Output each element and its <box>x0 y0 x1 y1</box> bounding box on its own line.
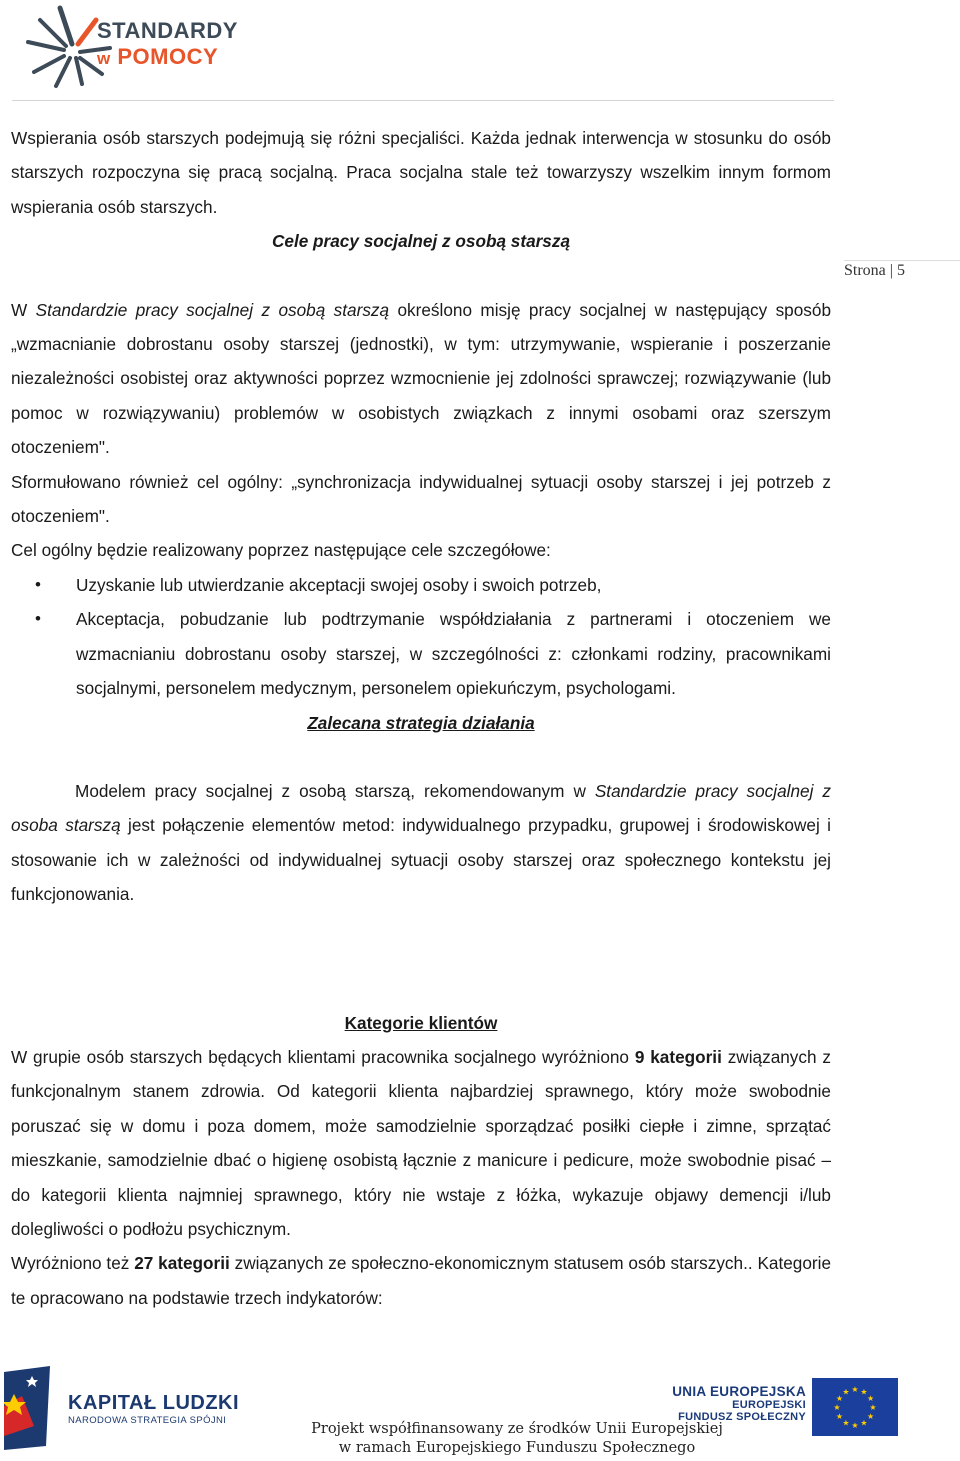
eu-star: ★ <box>860 1387 868 1397</box>
model-paragraph <box>11 774 831 912</box>
list-item: • Uzyskanie lub utwierdzanie akceptacji swojej osoby i swoich potrzeb, <box>11 568 831 602</box>
eu-star: ★ <box>835 1412 843 1421</box>
eu-star: ★ <box>851 1421 859 1430</box>
spacer <box>11 740 831 774</box>
page-header <box>0 0 960 105</box>
eu-fund-label <box>660 1384 806 1423</box>
section-heading-goals: Cele pracy socjalnej z osobą starszą <box>271 231 571 252</box>
specific-goals-intro: Cel ogólny będzie realizowany poprzez następujące cele szczegółowe: <box>11 540 551 561</box>
eu-star: ★ <box>860 1418 868 1428</box>
cat-text-bold: 9 kategorii <box>634 1046 722 1067</box>
eu-star: ★ <box>842 1418 850 1428</box>
eu-line-2: EUROPEJSKI <box>732 1399 806 1411</box>
model-text-b: jest połączenie elementów metod: indywidualnego przypadku, grupowej i środowiskowej i stosowanie ich w zależności od indywidualnej sytuacji osoby starszej oraz społecznego kontekstu jej funkcjonowania. <box>11 815 831 905</box>
eu-flag-icon <box>812 1378 898 1436</box>
project-line-1: Projekt współfinansowany ze środków Unii Europejskiej <box>311 1421 723 1437</box>
project-funding-note <box>217 1420 817 1458</box>
eu-line-3: FUNDUSZ SPOŁECZNY <box>678 1411 806 1423</box>
categories-paragraph <box>11 1040 831 1246</box>
specific-goals-list <box>11 568 831 706</box>
spacer <box>11 912 831 972</box>
cat27-text-b: związanych ze społeczno-ekonomicznym statusem osób starszych.. Kategorie te opracowano na podstawie trzech indykatorów: <box>11 1253 832 1308</box>
page-footer <box>0 1362 960 1461</box>
section-heading-strategy: Zalecana strategia działania <box>307 712 535 733</box>
eu-star: ★ <box>833 1403 841 1412</box>
eu-star: ★ <box>869 1403 877 1412</box>
spacer <box>11 972 831 1006</box>
cat-text-b: związanych z funkcjonalnym stanem zdrowia. Od kategorii klienta najbardziej sprawnego, który może swobodnie poruszać się w domu i poza domem, może samodzielnie sporządzać posiłki ciepłe i zimne, sprzątać mieszkanie, samodzielnie dbać o higienę osobistą łącznie z manicure i pedicure, może swobodnie pisać – do kategorii klienta najmniej sprawnego, który nie wstaje z łóżka, wykazuje objawy demencji i/lub dolegliwości o podłożu psychicznym. <box>11 1046 831 1239</box>
logo-subtitle <box>97 44 218 70</box>
intro-paragraph: Wspierania osób starszych podejmują się różni specjaliści. Każda jednak interwencja w stosunku do osób starszych rozpoczyna się pracą socjalną. Praca socjalna stale też towarzyszy wszelkim innym formom wspierania osób starszych. <box>11 128 831 217</box>
spacer <box>11 259 831 293</box>
logo-w: w <box>97 49 111 68</box>
model-text-a: Modelem pracy socjalnej z osobą starszą, rekomendowanym w <box>75 780 595 801</box>
logo-pomocy: POMOCY <box>117 44 219 69</box>
header-divider <box>12 100 834 101</box>
list-item: • Akceptacja, pobudzanie lub podtrzymanie współdziałania z partnerami i otoczeniem we wzmacnianiu dobrostanu osoby starszej, w szczególności z: członkami rodziny, pracownikami socjalnymi, personelem medycznym, personelem opiekuńczym, psychologami. <box>11 602 831 705</box>
project-line-2: w ramach Europejskiego Funduszu Społecznego <box>338 1440 696 1456</box>
eu-star: ★ <box>835 1394 843 1403</box>
cat27-text-a: Wyróżniono też <box>11 1253 135 1274</box>
kapital-ludzki-subtitle: NARODOWA STRATEGIA SPÓJNI <box>68 1415 227 1426</box>
categories-27-paragraph <box>11 1246 831 1315</box>
page-number-label: Strona | 5 <box>844 260 960 280</box>
kapital-ludzki-flag-logo <box>4 1366 54 1450</box>
logo-title: STANDARDY <box>97 18 238 43</box>
general-goal-paragraph: Sformułowano również cel ogólny: „synchronizacja indywidualnej sytuacji osoby starszej i jej potrzeb z otoczeniem". <box>11 471 831 527</box>
mission-text-italic: Standardzie pracy socjalnej z osobą starszą <box>35 299 390 320</box>
eu-star: ★ <box>842 1387 850 1397</box>
kapital-ludzki-title: KAPITAŁ LUDZKI <box>68 1392 240 1414</box>
cat-text-a: W grupie osób starszych będących klientami pracownika socjalnego wyróżniono <box>11 1046 635 1067</box>
mission-text-b: określono misję pracy socjalnej w następujący sposób „wzmacnianie dobrostanu osoby starszej (jednostki), w tym: utrzymywanie, wspieranie i poszerzanie niezależności osobistej oraz aktywności poprzez wzmocnienie jej zdolności sprawczej; rozwiązywanie (lub pomoc w rozwiązywaniu) problemów w osobistych związkach z innymi osobami oraz szerszym otoczeniem". <box>11 299 831 458</box>
eu-star: ★ <box>867 1394 875 1403</box>
document-body <box>11 121 831 1315</box>
mission-paragraph <box>11 293 831 465</box>
eu-star: ★ <box>867 1412 875 1421</box>
model-text-italic: Standardzie pracy socjalnej z osoba starszą <box>11 780 831 836</box>
mission-text-a: W <box>11 299 36 320</box>
eu-line-1: UNIA EUROPEJSKA <box>672 1384 806 1399</box>
section-heading-categories: Kategorie klientów <box>344 1012 498 1033</box>
cat27-text-bold: 27 kategorii <box>134 1253 230 1274</box>
eu-star: ★ <box>851 1385 859 1394</box>
